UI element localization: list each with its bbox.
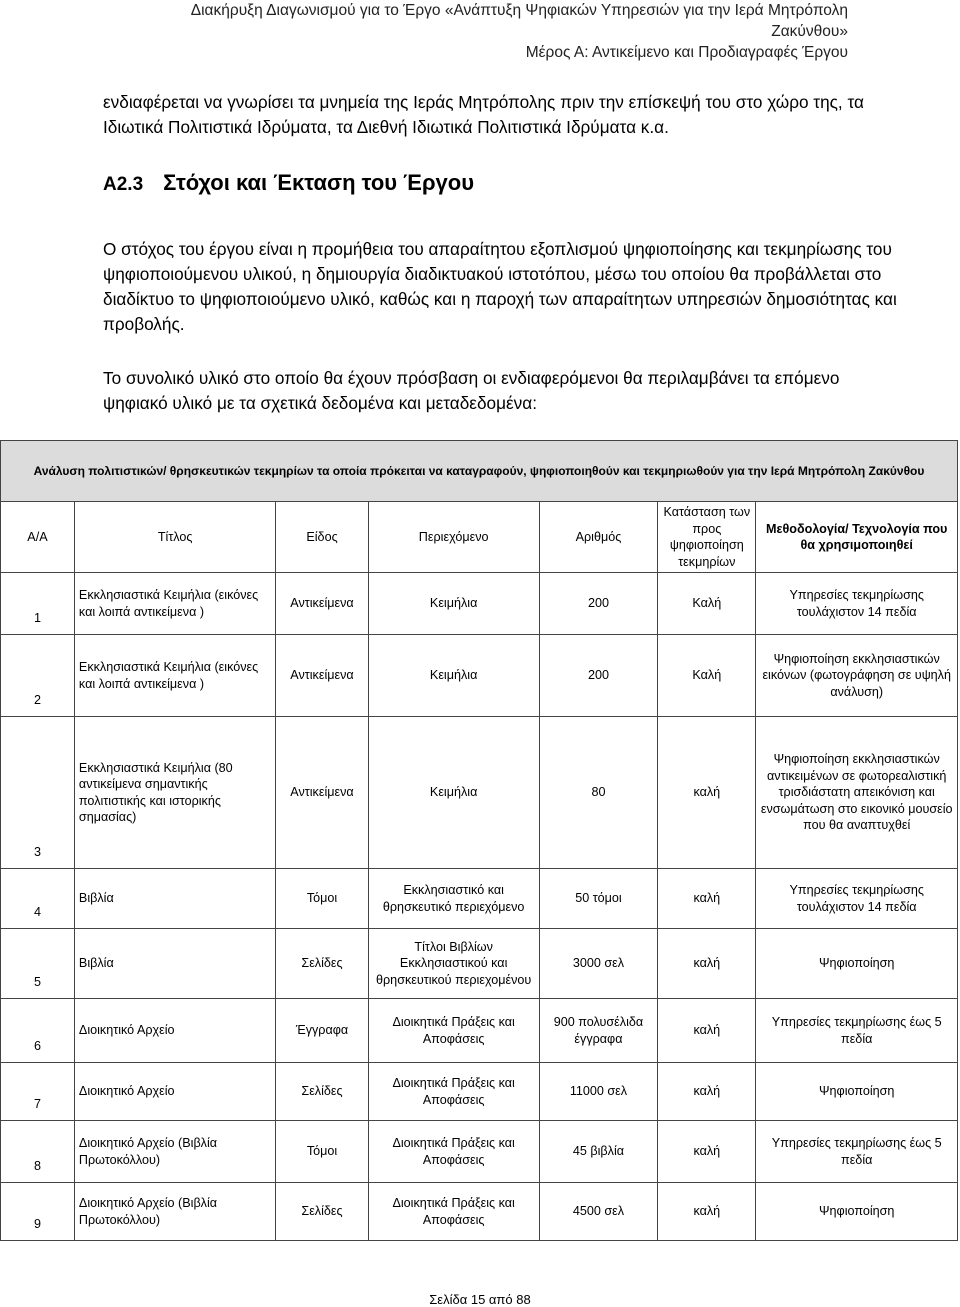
cell-content: Διοικητικά Πράξεις και Αποφάσεις [368, 1183, 539, 1241]
cell-method: Υπηρεσίες τεκμηρίωσης έως 5 πεδία [756, 1121, 958, 1183]
cell-type: Αντικείμενα [276, 573, 368, 635]
cell-aa: 3 [1, 717, 75, 869]
table-row [1, 999, 958, 1063]
header-line-3: Μέρος Α: Αντικείμενο και Προδιαγραφές Έργου [525, 44, 848, 61]
cell-content: Εκκλησιαστικό και θρησκευτικό περιεχόμενο [368, 869, 539, 929]
cell-state: καλή [658, 1121, 756, 1183]
header-line-2: Ζακύνθου» [771, 23, 848, 40]
cell-type: Σελίδες [276, 1183, 368, 1241]
cell-state: Καλή [658, 573, 756, 635]
cell-title: Διοικητικό Αρχείο (Βιβλία Πρωτοκόλλου) [74, 1121, 276, 1183]
page-footer: Σελίδα 15 από 88 [429, 1292, 531, 1307]
cell-state: καλή [658, 999, 756, 1063]
table-row [1, 929, 958, 999]
cell-aa: 1 [1, 573, 75, 635]
table-caption: Ανάλυση πολιτιστικών/ θρησκευτικών τεκμηρίων τα οποία πρόκειται να καταγραφούν, ψηφιοποιηθούν και τεκμηριωθούν για την Ιερά Μητρόπολη Ζακύνθου [1, 441, 958, 502]
table-row [1, 717, 958, 869]
section-heading [103, 170, 474, 196]
cell-title: Εκκλησιαστικά Κειμήλια (εικόνες και λοιπά αντικείμενα ) [74, 635, 276, 717]
cell-content: Τίτλοι Βιβλίων Εκκλησιαστικού και θρησκευτικού περιεχομένου [368, 929, 539, 999]
cell-aa: 4 [1, 869, 75, 929]
cell-content: Διοικητικά Πράξεις και Αποφάσεις [368, 1063, 539, 1121]
cell-content: Κειμήλια [368, 635, 539, 717]
cell-method: Ψηφιοποίηση [756, 929, 958, 999]
cell-type: Τόμοι [276, 1121, 368, 1183]
cell-title: Βιβλία [74, 869, 276, 929]
cell-type: Σελίδες [276, 1063, 368, 1121]
table-row [1, 573, 958, 635]
cell-method: Ψηφιοποίηση [756, 1183, 958, 1241]
col-header-state: Κατάσταση των προς ψηφιοποίηση τεκμηρίων [658, 502, 756, 573]
cell-title: Εκκλησιαστικά Κειμήλια (εικόνες και λοιπά αντικείμενα ) [74, 573, 276, 635]
intro-paragraph: ενδιαφέρεται να γνωρίσει τα μνημεία της Ιεράς Μητρόπολης πριν την επίσκεψή του στο χώρο της, τα Ιδιωτικά Πολιτιστικά Ιδρύματα, τα Διεθνή Ιδιωτικά Πολιτιστικά Ιδρύματα κ.α. [103, 92, 864, 137]
cell-state: καλή [658, 1063, 756, 1121]
cell-method: Υπηρεσίες τεκμηρίωσης τουλάχιστον 14 πεδία [756, 869, 958, 929]
cell-title: Εκκλησιαστικά Κειμήλια (80 αντικείμενα σημαντικής πολιτιστικής και ιστορικής σημασίας) [74, 717, 276, 869]
cell-title: Βιβλία [74, 929, 276, 999]
cell-aa: 2 [1, 635, 75, 717]
cell-quantity: 11000 σελ [539, 1063, 657, 1121]
cell-title: Διοικητικό Αρχείο [74, 1063, 276, 1121]
table-row [1, 1063, 958, 1121]
cell-title: Διοικητικό Αρχείο (Βιβλία Πρωτοκόλλου) [74, 1183, 276, 1241]
col-header-aa: Α/Α [1, 502, 75, 573]
cell-type: Αντικείμενα [276, 717, 368, 869]
cell-aa: 6 [1, 999, 75, 1063]
cell-quantity: 4500 σελ [539, 1183, 657, 1241]
cell-aa: 7 [1, 1063, 75, 1121]
table-caption-row [1, 441, 958, 502]
table-body [1, 573, 958, 1241]
cell-content: Κειμήλια [368, 573, 539, 635]
cell-title: Διοικητικό Αρχείο [74, 999, 276, 1063]
cell-type: Αντικείμενα [276, 635, 368, 717]
col-header-method: Μεθοδολογία/ Τεχνολογία που θα χρησιμοποιηθεί [756, 502, 958, 573]
col-header-quantity: Αριθμός [539, 502, 657, 573]
cell-quantity: 45 βιβλία [539, 1121, 657, 1183]
cell-aa: 9 [1, 1183, 75, 1241]
cell-type: Σελίδες [276, 929, 368, 999]
cell-type: Τόμοι [276, 869, 368, 929]
col-header-type: Είδος [276, 502, 368, 573]
cell-state: καλή [658, 1183, 756, 1241]
cell-method: Ψηφιοποίηση εκκλησιαστικών αντικειμένων σε φωτορεαλιστική τρισδιάστατη απεικόνιση και ενσωμάτωση στο εικονικό μουσείο που θα αναπτυχθεί [756, 717, 958, 869]
material-paragraph: Το συνολικό υλικό στο οποίο θα έχουν πρόσβαση οι ενδιαφερόμενοι θα περιλαμβάνει τα επόμενο ψηφιακό υλικό με τα σχετικά δεδομένα και μεταδεδομένα: [103, 368, 840, 413]
cell-method: Υπηρεσίες τεκμηρίωσης τουλάχιστον 14 πεδία [756, 573, 958, 635]
cell-aa: 5 [1, 929, 75, 999]
cell-content: Κειμήλια [368, 717, 539, 869]
header-line-1: Διακήρυξη Διαγωνισμού για το Έργο «Ανάπτυξη Ψηφιακών Υπηρεσιών για την Ιερά Μητρόπολη [190, 2, 848, 19]
table-row [1, 1121, 958, 1183]
col-header-title: Τίτλος [74, 502, 276, 573]
table-header-row [1, 502, 958, 573]
cell-quantity: 50 τόμοι [539, 869, 657, 929]
cell-content: Διοικητικά Πράξεις και Αποφάσεις [368, 1121, 539, 1183]
cell-quantity: 3000 σελ [539, 929, 657, 999]
cell-quantity: 900 πολυσέλιδα έγγραφα [539, 999, 657, 1063]
cell-state: καλή [658, 717, 756, 869]
cell-method: Ψηφιοποίηση [756, 1063, 958, 1121]
cell-quantity: 200 [539, 573, 657, 635]
cell-aa: 8 [1, 1121, 75, 1183]
section-title: Στόχοι και Έκταση του Έργου [163, 170, 475, 195]
cell-method: Ψηφιοποίηση εκκλησιαστικών εικόνων (φωτογράφηση σε υψηλή ανάλυση) [756, 635, 958, 717]
items-table [0, 440, 958, 1241]
goal-paragraph: Ο στόχος του έργου είναι η προμήθεια του απαραίτητου εξοπλισμού ψηφιοποίησης και τεκμηρίωσης του ψηφιοποιούμενου υλικού, η δημιουργία διαδικτυακού ιστοτόπου, μέσω του οποίου θα προβάλλεται στο διαδίκτυο το ψηφιοποιούμενο υλικό, καθώς και η παροχή των απαραίτητων υπηρεσιών δημοσιότητας και προβολής. [103, 239, 897, 334]
table-row [1, 635, 958, 717]
page-header [191, 0, 848, 63]
section-number: Α2.3 [103, 174, 144, 195]
cell-quantity: 200 [539, 635, 657, 717]
table-row [1, 1183, 958, 1241]
cell-quantity: 80 [539, 717, 657, 869]
col-header-content: Περιεχόμενο [368, 502, 539, 573]
cell-state: καλή [658, 869, 756, 929]
cell-state: Καλή [658, 635, 756, 717]
cell-state: καλή [658, 929, 756, 999]
cell-content: Διοικητικά Πράξεις και Αποφάσεις [368, 999, 539, 1063]
cell-type: Έγγραφα [276, 999, 368, 1063]
cell-method: Υπηρεσίες τεκμηρίωσης έως 5 πεδία [756, 999, 958, 1063]
table-row [1, 869, 958, 929]
